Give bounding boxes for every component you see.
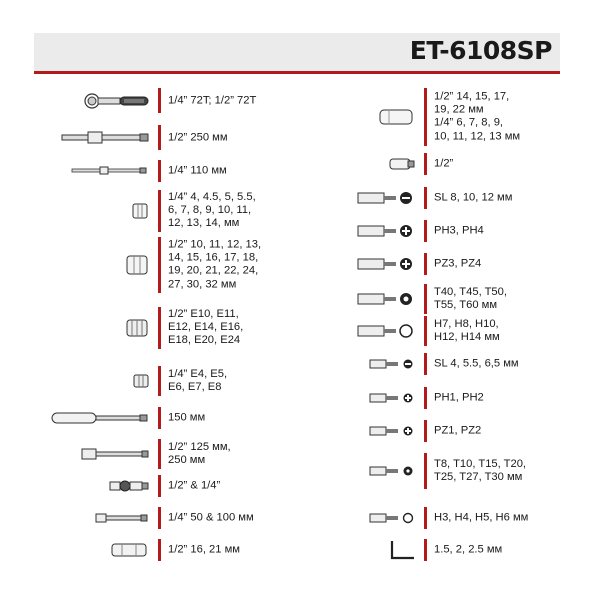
- item-label: 1/4” 110 мм: [168, 164, 227, 177]
- hex-key-icon: [306, 539, 416, 561]
- item-label: 1/2” 14, 15, 17, 19, 22 мм 1/4” 6, 7, 8, 9, 10, 11, 12, 13 мм: [434, 90, 521, 143]
- deep-socket-icon: [306, 88, 416, 146]
- separator-bar: [158, 160, 161, 182]
- item-label: 1/2” & 1/4”: [168, 479, 221, 492]
- hex-bit-icon: [306, 316, 416, 346]
- pozidriv-bit-icon: [306, 253, 416, 275]
- separator-bar: [158, 125, 161, 150]
- item-label: 1/4” 72T; 1/2” 72T: [168, 93, 257, 106]
- separator-bar: [158, 88, 161, 113]
- item-label: 1/4” 50 & 100 мм: [168, 511, 254, 524]
- separator-bar: [424, 539, 427, 561]
- e-socket-small-icon: [40, 366, 150, 396]
- item-label: 1/2”: [434, 157, 454, 170]
- item-label: SL 4, 5.5, 6,5 мм: [434, 357, 519, 370]
- separator-bar: [424, 387, 427, 409]
- item-label: SL 8, 10, 12 мм: [434, 191, 513, 204]
- separator-bar: [158, 190, 161, 232]
- extension-bar-icon: [40, 439, 150, 469]
- small-torx-bit-icon: [306, 453, 416, 489]
- item-label: 1.5, 2, 2.5 мм: [434, 543, 503, 556]
- small-socket-icon: [40, 190, 150, 232]
- model-title: ET-6108SP: [409, 36, 552, 65]
- phillips-bit-icon: [306, 220, 416, 242]
- separator-bar: [158, 475, 161, 497]
- small-pozidriv-bit-icon: [306, 420, 416, 442]
- separator-bar: [424, 284, 427, 314]
- separator-bar: [424, 187, 427, 209]
- separator-bar: [158, 539, 161, 561]
- item-label: 1/2” 10, 11, 12, 13, 14, 15, 16, 17, 18, 19, 20, 21, 22, 24, 27, 30, 32 мм: [168, 238, 262, 291]
- short-extension-icon: [40, 507, 150, 529]
- separator-bar: [158, 237, 161, 293]
- separator-bar: [424, 507, 427, 529]
- torx-bit-icon: [306, 284, 416, 314]
- separator-bar: [158, 439, 161, 469]
- separator-bar: [424, 88, 427, 146]
- separator-bar: [424, 316, 427, 346]
- spinner-handle-icon: [40, 407, 150, 429]
- item-label: T40, T45, T50, T55, T60 мм: [434, 285, 507, 311]
- ratchet-icon: [40, 88, 150, 113]
- separator-bar: [158, 366, 161, 396]
- item-label: 1/2” 16, 21 мм: [168, 543, 240, 556]
- separator-bar: [424, 453, 427, 489]
- separator-bar: [158, 307, 161, 349]
- universal-joint-icon: [40, 475, 150, 497]
- separator-bar: [424, 420, 427, 442]
- separator-bar: [424, 253, 427, 275]
- separator-bar: [424, 220, 427, 242]
- item-label: 1/2” 125 мм, 250 мм: [168, 440, 231, 466]
- small-slotted-bit-icon: [306, 353, 416, 375]
- small-phillips-bit-icon: [306, 387, 416, 409]
- separator-bar: [424, 153, 427, 175]
- separator-bar: [424, 353, 427, 375]
- item-label: PH1, PH2: [434, 391, 484, 404]
- item-label: H3, H4, H5, H6 мм: [434, 511, 529, 524]
- item-label: 1/2” E10, E11, E12, E14, E16, E18, E20, E24: [168, 308, 244, 347]
- item-label: T8, T10, T15, T20, T25, T27, T30 мм: [434, 457, 527, 483]
- item-label: 1/2” 250 мм: [168, 130, 228, 143]
- header-band: [34, 33, 560, 74]
- item-label: 1/4” 4, 4.5, 5, 5.5, 6, 7, 8, 9, 10, 11, 12, 13, 14, мм: [168, 191, 256, 230]
- e-socket-large-icon: [40, 307, 150, 349]
- item-label: H7, H8, H10, H12, H14 мм: [434, 317, 500, 343]
- separator-bar: [158, 507, 161, 529]
- bit-adapter-icon: [306, 153, 416, 175]
- spark-plug-socket-icon: [40, 539, 150, 561]
- t-bar-icon: [40, 125, 150, 150]
- small-hex-bit-icon: [306, 507, 416, 529]
- item-label: PZ3, PZ4: [434, 257, 482, 270]
- slotted-bit-icon: [306, 187, 416, 209]
- item-label: PZ1, PZ2: [434, 424, 482, 437]
- separator-bar: [158, 407, 161, 429]
- sliding-t-bar-icon: [40, 160, 150, 182]
- item-label: 150 мм: [168, 411, 206, 424]
- item-label: 1/4” E4, E5, E6, E7, E8: [168, 367, 228, 393]
- large-socket-icon: [40, 237, 150, 293]
- item-label: PH3, PH4: [434, 224, 484, 237]
